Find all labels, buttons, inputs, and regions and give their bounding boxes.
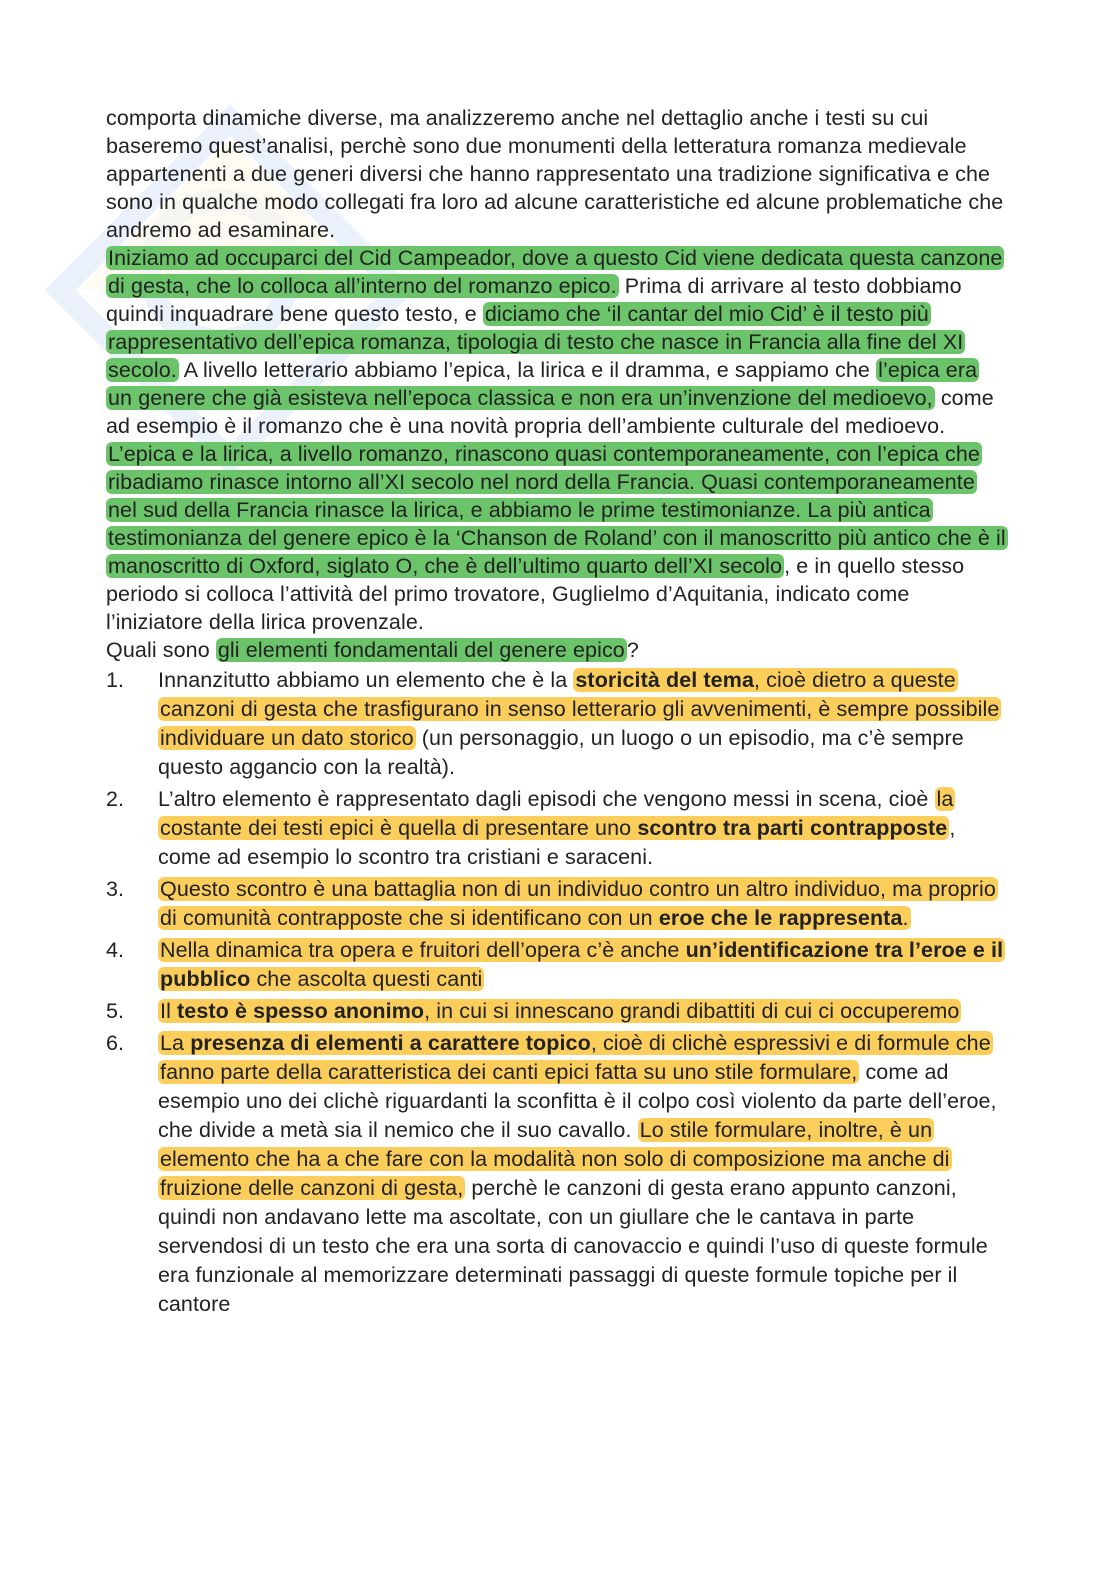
plain-text: Prima di arrivare al testo dobbiamo quindi inquadrare bene questo testo, e	[106, 274, 962, 326]
list-item	[106, 936, 1006, 994]
list-item	[106, 997, 1006, 1026]
green-highlight: gli elementi fondamentali del genere epico	[217, 638, 625, 662]
yellow-highlight	[158, 999, 961, 1023]
highlight-text: la costante dei testi epici è quella di presentare uno	[160, 787, 954, 840]
plain-text: , e in quello stesso periodo si colloca l’attività del primo trovatore, Guglielmo d’Aquitania, indicato come l’iniziatore della lirica provenzale.	[106, 554, 965, 634]
paragraph-intro	[106, 104, 1006, 244]
highlight-text: Il	[160, 999, 178, 1023]
plain-text: (un personaggio, un luogo o un episodio, ma c’è sempre questo aggancio con la realtà).	[158, 726, 964, 779]
highlight-text: Questo scontro è una battaglia non di un individuo contro un altro individuo, ma proprio di comunità contrapposte che si identificano con un	[160, 877, 996, 930]
list-number: 6.	[106, 1031, 125, 1055]
yellow-highlight: Lo stile formulare, inoltre, è un elemento che ha a che fare con la modalità non solo di composizione ma anche di fruizione delle canzoni di gesta,	[160, 1118, 950, 1200]
plain-text: ?	[626, 638, 639, 662]
bold-term: eroe che le rappresenta	[658, 906, 903, 930]
list-number: 1.	[106, 668, 125, 692]
highlight-text: , in cui si innescano grandi dibattiti di cui ci occuperemo	[424, 999, 960, 1023]
highlight-text: Nella dinamica tra opera e fruitori dell’opera c’è anche	[160, 938, 686, 962]
bold-term: un’identificazione tra l’eroe e il pubblico	[160, 938, 1004, 991]
list-item	[106, 785, 1006, 872]
green-highlight: L’epica e la lirica, a livello romanzo, rinascono quasi contemporaneamente, con l’epica che ribadiamo rinasce intorno all’XI secolo nel nord della Francia. Quasi contemporaneamente nel sud della Francia rinasce la lirica, e abbiamo le prime testimonianze. La più antica testimonianza del genere epico è la ‘Chanson de Roland’ con il manoscritto più antico che è il manoscritto di Oxford, siglato O, che è dell’ultimo quarto dell’XI secolo	[108, 442, 1006, 578]
green-highlight: l’epica era un genere che già esisteva nell’epoca classica e non era un’invenzione del medioevo,	[108, 358, 978, 410]
list-number: 2.	[106, 787, 125, 811]
paragraph-cid	[106, 244, 1006, 440]
bold-term: presenza di elementi a carattere topico	[190, 1031, 591, 1055]
highlight-text: che ascolta questi canti	[250, 967, 483, 991]
yellow-highlight	[158, 938, 1005, 991]
plain-text: L’altro elemento è rappresentato dagli episodi che vengono messi in scena, cioè	[158, 787, 935, 811]
list-number: 3.	[106, 877, 125, 901]
intro-text: comporta dinamiche diverse, ma analizzeremo anche nel dettaglio anche i testi su cui baseremo quest’analisi, perchè sono due monumenti della letteratura romanza medievale appartenenti a due generi diversi che hanno rappresentato una tradizione significativa e che sono in qualche modo collegati fra loro ad alcune caratteristiche ed alcune problematiche che andremo ad esaminare.	[106, 106, 1004, 242]
green-highlight: Iniziamo ad occuparci del Cid Campeador, dove a questo Cid viene dedicata questa canzone di gesta, che lo colloca all’interno del romanzo epico.	[108, 246, 1003, 298]
highlight-text: La	[160, 1031, 191, 1055]
highlight-text: .	[902, 906, 909, 930]
paragraph-epica-lirica	[106, 440, 1006, 636]
document-page	[106, 104, 1006, 1322]
plain-text: Quali sono	[106, 638, 216, 662]
yellow-highlight	[158, 877, 998, 930]
bold-term: testo è spesso anonimo	[177, 999, 425, 1023]
plain-text: , come ad esempio lo scontro tra cristiani e saraceni.	[158, 816, 956, 869]
plain-text: perchè le canzoni di gesta erano appunto canzoni, quindi non andavano lette ma ascoltate, con un giullare che le cantava in parte servendosi di un testo che era una sorta di canovaccio e quindi l’uso di queste formule era funzionale al memorizzare determinati passaggi di queste formule topiche per il cantore	[158, 1176, 988, 1316]
paragraph-question	[106, 636, 1006, 664]
list-item	[106, 666, 1006, 782]
plain-text: come ad esempio uno dei clichè riguardanti la sconfitta è il colpo così violento da parte dell’eroe, che divide a metà sia il nemico che il suo cavallo.	[158, 1060, 997, 1142]
list-number: 5.	[106, 999, 125, 1023]
highlight-text: , cioè dietro a queste canzoni di gesta che trasfigurano in senso letterario gli avvenimenti, è sempre possibile individuare un dato storico	[160, 668, 1000, 750]
plain-text: Innanzitutto abbiamo un elemento che è la	[158, 668, 574, 692]
list-item	[106, 875, 1006, 933]
plain-text: A livello letterario abbiamo l’epica, la lirica e il dramma, e sappiamo che	[178, 358, 877, 382]
plain-text: come ad esempio è il romanzo che è una novità propria dell’ambiente culturale del medioevo.	[106, 386, 994, 438]
bold-term: scontro tra parti contrapposte	[637, 816, 948, 840]
bold-term: storicità del tema	[575, 668, 755, 692]
list-item	[106, 1029, 1006, 1319]
highlight-text: , cioè di clichè espressivi e di formule che fanno parte della caratteristica dei canti epici fatta su uno stile formulare,	[160, 1031, 991, 1084]
green-highlight: diciamo che ‘il cantar del mio Cid’ è il testo più rappresentativo dell’epica romanza, tipologia di testo che nasce in Francia alla fine del XI secolo.	[108, 302, 964, 382]
list-number: 4.	[106, 938, 125, 962]
elements-list	[106, 666, 1006, 1319]
